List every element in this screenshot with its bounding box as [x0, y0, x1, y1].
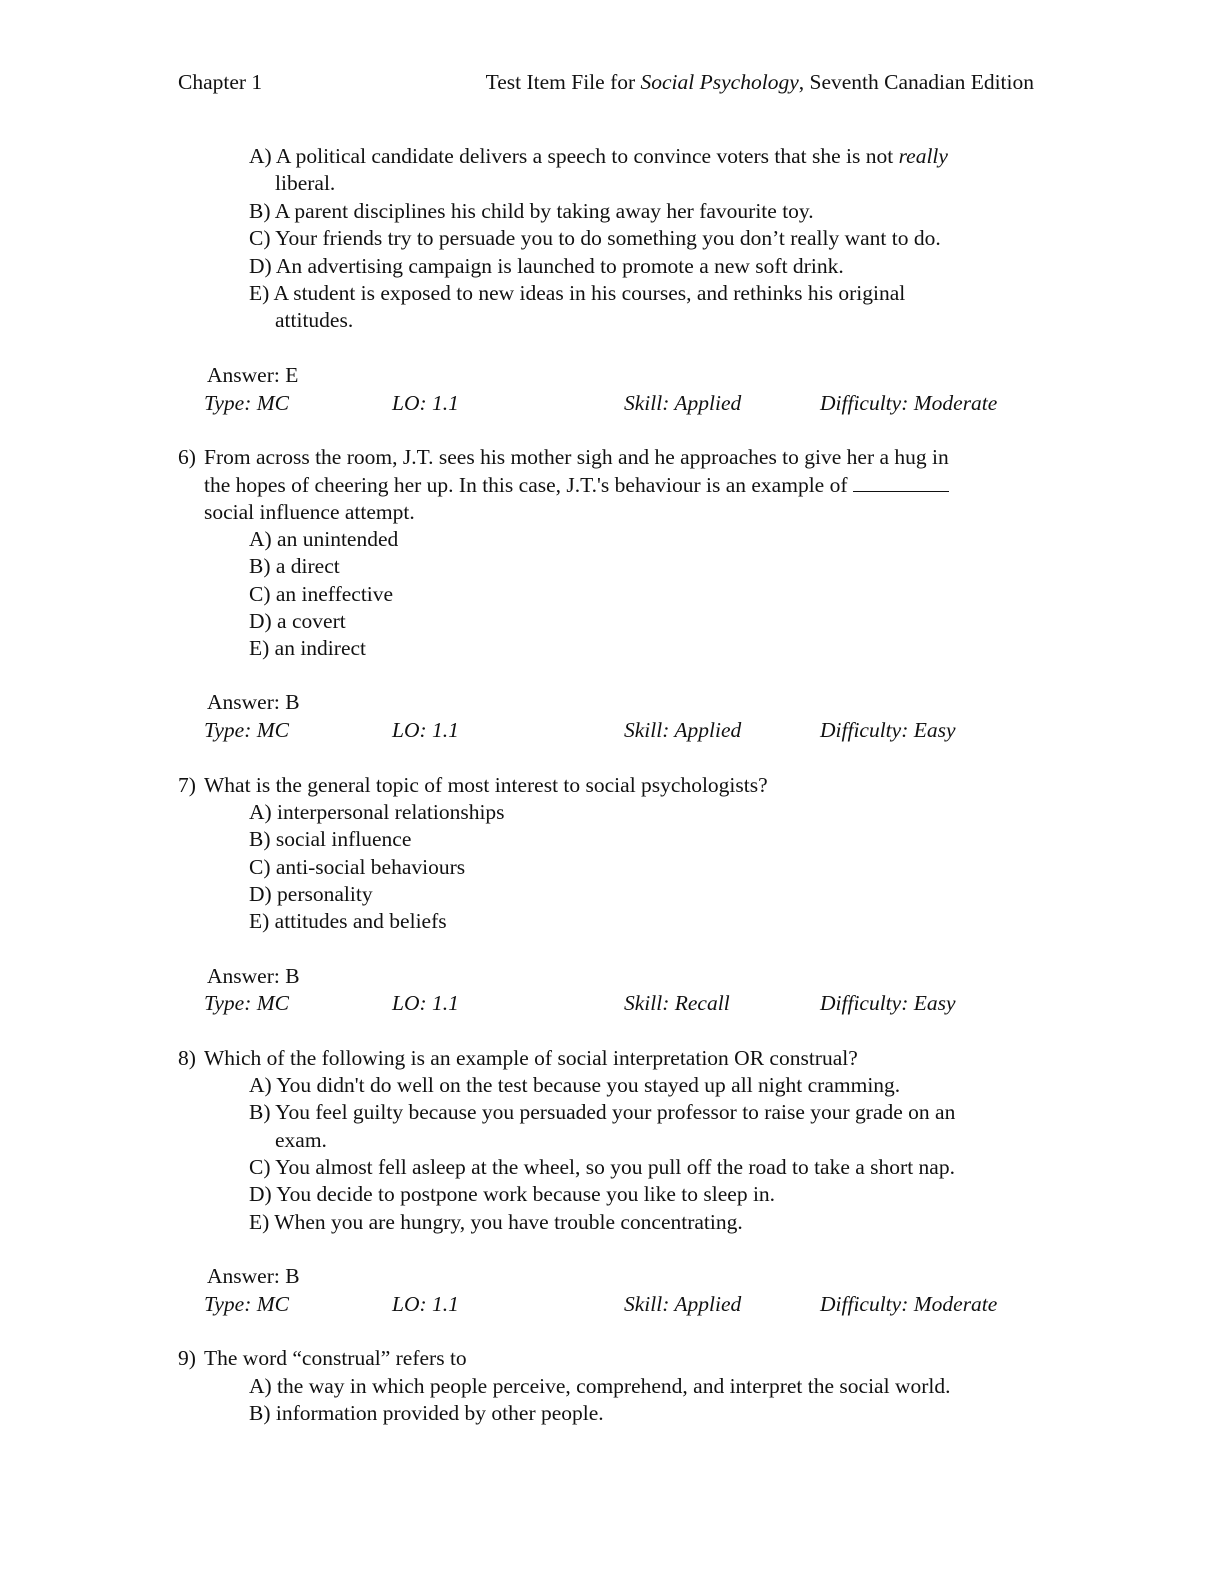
q6-stem-line-2: the hopes of cheering her up. In this case, J.T.'s behaviour is an example of	[204, 472, 949, 499]
q8-option-b-cont: exam.	[275, 1128, 327, 1152]
q5-skill: Skill: Applied	[624, 391, 742, 415]
book-title: Test Item File for Social Psychology, Seventh Canadian Edition	[485, 70, 1034, 94]
q5-option-b: B) A parent disciplines his child by taking away her favourite toy.	[249, 199, 814, 223]
q8-option-d: D) You decide to postpone work because you like to sleep in.	[249, 1182, 776, 1206]
q8-option-b: B) You feel guilty because you persuaded your professor to raise your grade on an	[249, 1100, 956, 1124]
q7-number: 7)	[178, 773, 196, 797]
q8-answer: Answer: B	[207, 1264, 300, 1288]
q7-stem-line-1: What is the general topic of most interest to social psychologists?	[204, 773, 768, 797]
q8-number: 8)	[178, 1046, 196, 1070]
q7-option-b: B) social influence	[249, 827, 412, 851]
q6-option-a: A) an unintended	[249, 527, 399, 551]
q7-skill: Skill: Recall	[624, 991, 730, 1015]
q8-lo: LO: 1.1	[392, 1292, 459, 1316]
q7-option-a: A) interpersonal relationships	[249, 800, 505, 824]
q8-stem-line-1: Which of the following is an example of social interpretation OR construal?	[204, 1046, 858, 1070]
q7-lo: LO: 1.1	[392, 991, 459, 1015]
q7-option-e: E) attitudes and beliefs	[249, 909, 447, 933]
q5-answer: Answer: E	[207, 363, 299, 387]
q7-option-d: D) personality	[249, 882, 373, 906]
q6-number: 6)	[178, 445, 196, 469]
q6-type: Type: MC	[204, 718, 289, 742]
q6-stem-line-1: From across the room, J.T. sees his mother sigh and he approaches to give her a hug in	[204, 445, 949, 469]
q5-difficulty: Difficulty: Moderate	[820, 391, 998, 415]
q7-answer: Answer: B	[207, 964, 300, 988]
q5-option-d: D) An advertising campaign is launched to promote a new soft drink.	[249, 254, 844, 278]
q7-option-c: C) anti-social behaviours	[249, 855, 466, 879]
q7-difficulty: Difficulty: Easy	[820, 991, 956, 1015]
q5-option-a: A) A political candidate delivers a speech to convince voters that she is not really	[249, 144, 948, 168]
q6-option-e: E) an indirect	[249, 636, 367, 660]
q8-option-c: C) You almost fell asleep at the wheel, so you pull off the road to take a short nap.	[249, 1155, 955, 1179]
q6-option-b: B) a direct	[249, 554, 340, 578]
q8-option-e: E) When you are hungry, you have trouble concentrating.	[249, 1210, 743, 1234]
q8-type: Type: MC	[204, 1292, 289, 1316]
q8-difficulty: Difficulty: Moderate	[820, 1292, 998, 1316]
q6-skill: Skill: Applied	[624, 718, 742, 742]
q5-option-a-cont: liberal.	[275, 171, 336, 195]
q6-option-c: C) an ineffective	[249, 582, 394, 606]
q5-option-c: C) Your friends try to persuade you to do something you don’t really want to do.	[249, 226, 941, 250]
page-header	[178, 70, 1034, 100]
q6-lo: LO: 1.1	[392, 718, 459, 742]
book-title-italic: Social Psychology	[640, 70, 799, 94]
q9-option-b: B) information provided by other people.	[249, 1401, 604, 1425]
q5-type: Type: MC	[204, 391, 289, 415]
q7-type: Type: MC	[204, 991, 289, 1015]
q9-option-a: A) the way in which people perceive, comprehend, and interpret the social world.	[249, 1374, 951, 1398]
q5-lo: LO: 1.1	[392, 391, 459, 415]
q6-difficulty: Difficulty: Easy	[820, 718, 956, 742]
q6-answer: Answer: B	[207, 690, 300, 714]
q5-option-e: E) A student is exposed to new ideas in his courses, and rethinks his original	[249, 281, 906, 305]
q9-stem-line-1: The word “construal” refers to	[204, 1346, 467, 1370]
q9-number: 9)	[178, 1346, 196, 1370]
q5-option-e-cont: attitudes.	[275, 308, 354, 332]
chapter-label: Chapter 1	[178, 70, 263, 94]
q6-stem-line-3: social influence attempt.	[204, 500, 415, 524]
q8-option-a: A) You didn't do well on the test because you stayed up all night cramming.	[249, 1073, 901, 1097]
q8-skill: Skill: Applied	[624, 1292, 742, 1316]
q6-option-d: D) a covert	[249, 609, 346, 633]
fill-in-blank	[853, 473, 949, 492]
